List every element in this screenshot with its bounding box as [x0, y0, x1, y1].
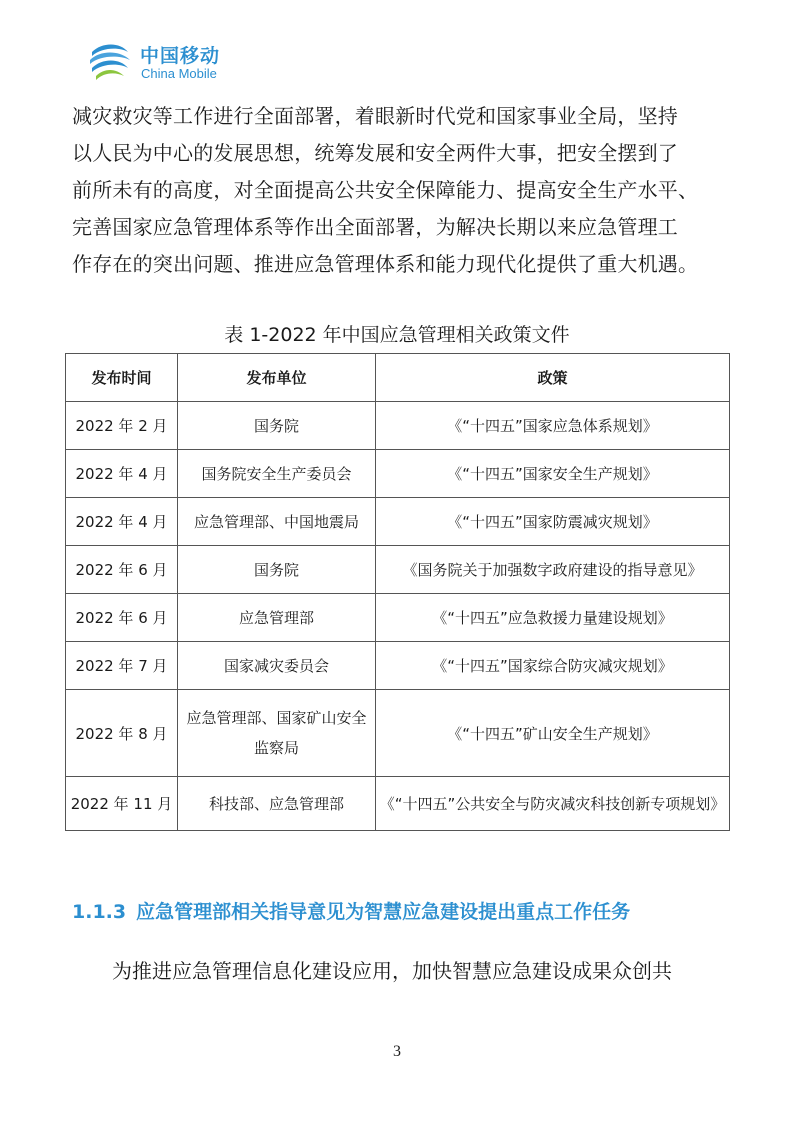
cell-policy: 《“十四五”国家综合防灾减灾规划》: [376, 642, 730, 690]
table-row: [66, 546, 730, 594]
table-header-row: [66, 354, 730, 402]
cell-policy: 《国务院关于加强数字政府建设的指导意见》: [376, 546, 730, 594]
logo-text-en: China Mobile: [141, 66, 217, 81]
cell-unit: 国务院安全生产委员会: [178, 450, 376, 498]
paragraph-line: 以人民为中心的发展思想，统筹发展和安全两件大事，把安全摆到了: [72, 141, 678, 165]
cell-unit: [178, 690, 376, 777]
cell-date: 2022 年 2 月: [66, 402, 178, 450]
table-row: [66, 594, 730, 642]
cell-unit-line: 监察局: [253, 739, 299, 757]
china-mobile-logo: [86, 38, 246, 88]
table-row: [66, 690, 730, 777]
policy-table: [65, 353, 730, 831]
cell-unit: 应急管理部、中国地震局: [178, 498, 376, 546]
table-row: [66, 450, 730, 498]
cell-policy: 《“十四五”国家防震减灾规划》: [376, 498, 730, 546]
column-header-policy: 政策: [376, 354, 730, 402]
cell-unit: 国务院: [178, 546, 376, 594]
cell-policy: 《“十四五”矿山安全生产规划》: [376, 690, 730, 777]
cell-policy: 《“十四五”应急救援力量建设规划》: [376, 594, 730, 642]
body-paragraph-2: 为推进应急管理信息化建设应用，加快智慧应急建设成果众创共: [112, 959, 672, 983]
cell-date: 2022 年 11 月: [66, 777, 178, 831]
cell-unit: 科技部、应急管理部: [178, 777, 376, 831]
cell-date: 2022 年 4 月: [66, 498, 178, 546]
table-row: [66, 777, 730, 831]
cell-policy: 《“十四五”国家应急体系规划》: [376, 402, 730, 450]
section-title: 应急管理部相关指导意见为智慧应急建设提出重点工作任务: [136, 901, 631, 923]
page-number: 3: [393, 1043, 401, 1060]
china-mobile-logo-icon: [86, 38, 134, 86]
logo-text-cn: 中国移动: [140, 45, 221, 67]
paragraph-line: 作存在的突出问题、推进应急管理体系和能力现代化提供了重大机遇。: [72, 252, 699, 276]
cell-date: 2022 年 7 月: [66, 642, 178, 690]
paragraph-line: 前所未有的高度，对全面提高公共安全保障能力、提高安全生产水平、: [72, 178, 699, 202]
cell-policy: 《“十四五”国家安全生产规划》: [376, 450, 730, 498]
cell-policy: 《“十四五”公共安全与防灾减灾科技创新专项规划》: [376, 777, 730, 831]
section-number: 1.1.3: [72, 901, 127, 923]
table-caption: 表 1-2022 年中国应急管理相关政策文件: [224, 324, 570, 346]
table-row: [66, 402, 730, 450]
cell-date: 2022 年 8 月: [66, 690, 178, 777]
section-heading: [72, 897, 630, 924]
column-header-unit: 发布单位: [178, 354, 376, 402]
cell-date: 2022 年 4 月: [66, 450, 178, 498]
cell-unit-line: 应急管理部、国家矿山安全: [186, 709, 367, 727]
paragraph-line: 减灾救灾等工作进行全面部署，着眼新时代党和国家事业全局，坚持: [72, 104, 678, 128]
cell-unit: 国务院: [178, 402, 376, 450]
paragraph-line: 完善国家应急管理体系等作出全面部署，为解决长期以来应急管理工: [72, 215, 678, 239]
cell-unit: 应急管理部: [178, 594, 376, 642]
cell-date: 2022 年 6 月: [66, 594, 178, 642]
table-row: [66, 642, 730, 690]
column-header-date: 发布时间: [66, 354, 178, 402]
table-row: [66, 498, 730, 546]
cell-unit: 国家减灾委员会: [178, 642, 376, 690]
body-paragraph: [72, 98, 732, 283]
cell-date: 2022 年 6 月: [66, 546, 178, 594]
